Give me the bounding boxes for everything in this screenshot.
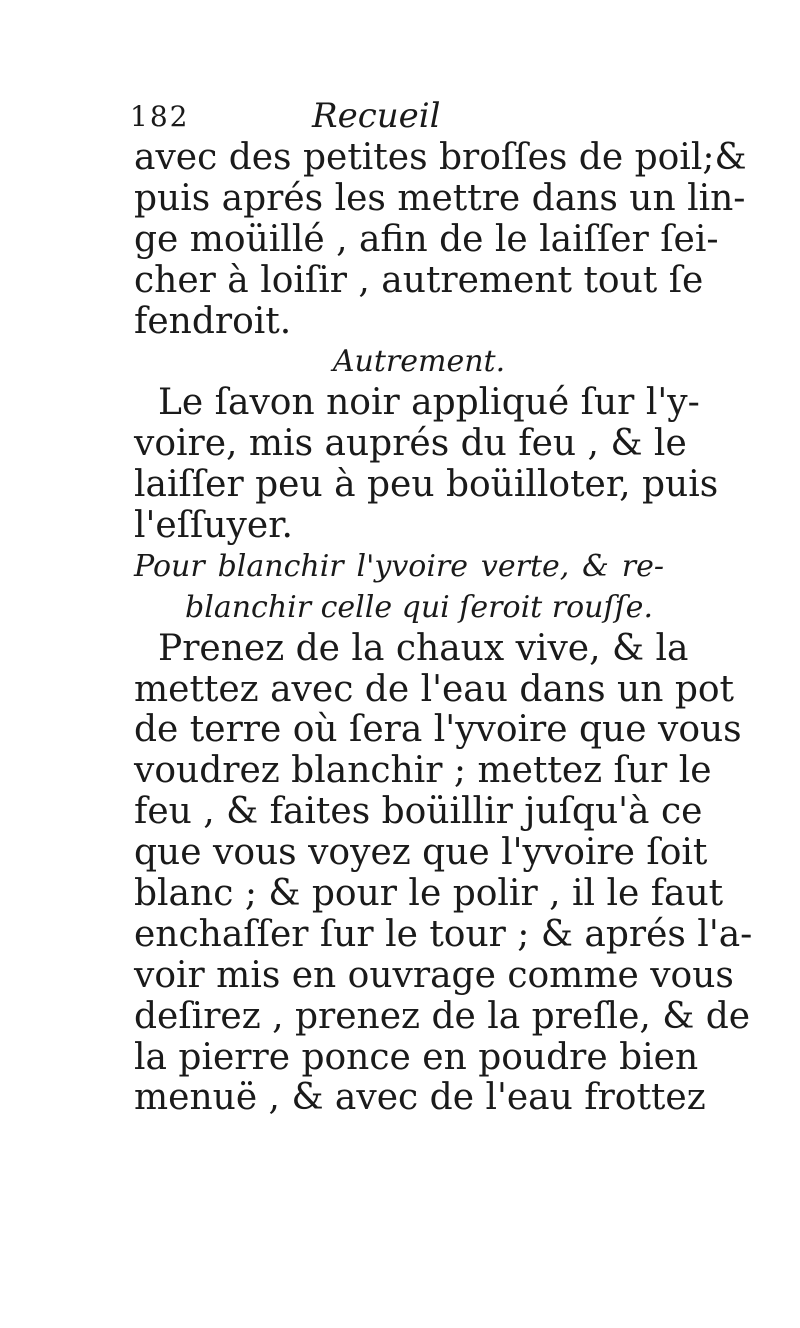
text-line: menuë , & avec de l'eau frottez [134,1077,706,1119]
text-line: mettez avec de l'eau dans un pot [134,668,735,710]
text-line: enchaſſer ſur le tour ; & aprés l'a- [134,913,753,955]
page-number: 182 [130,100,190,133]
text-line: voire, mis auprés du feu , & le [134,423,687,465]
text-line: l'eſſuyer. [134,505,293,547]
text-line: laiſſer peu à peu boüilloter, puis [134,464,719,506]
text-line: que vous voyez que l'yvoire ſoit [134,832,708,874]
text-line: de terre où ſera l'yvoire que vous [134,709,742,751]
text-line: avec des petites broſſes de poil;& [134,137,747,178]
text-line: puis aprés les mettre dans un lin- [134,177,746,219]
running-title: Recueil [312,96,441,136]
text-line: ge moüillé , afin de le laiſſer ſei- [134,218,719,260]
text-line: cher à loiſir , autrement tout ſe [134,259,704,301]
section-heading: Pour blanchir l'yvoire verte, & re- [134,548,664,584]
text-line: fendroit. [134,300,292,342]
section-heading: blanchir celle qui ſeroit rouſſe. [185,589,653,625]
text-line: feu , & faites boüillir juſqu'à ce [134,791,703,833]
section-heading: Autrement. [332,344,506,380]
text-line: Prenez de la chaux vive, & la [158,627,689,669]
text-line: la pierre ponce en poudre bien [134,1036,699,1078]
text-line: voir mis en ouvrage comme vous [134,954,734,996]
text-line: deſirez , prenez de la preſle, & de [134,995,751,1037]
text-line: Le ſavon noir appliqué ſur l'y- [158,382,700,424]
text-line: blanc ; & pour le polir , il le faut [134,873,724,915]
body-text [134,137,753,1119]
text-line: voudrez blanchir ; mettez ſur le [134,750,712,792]
